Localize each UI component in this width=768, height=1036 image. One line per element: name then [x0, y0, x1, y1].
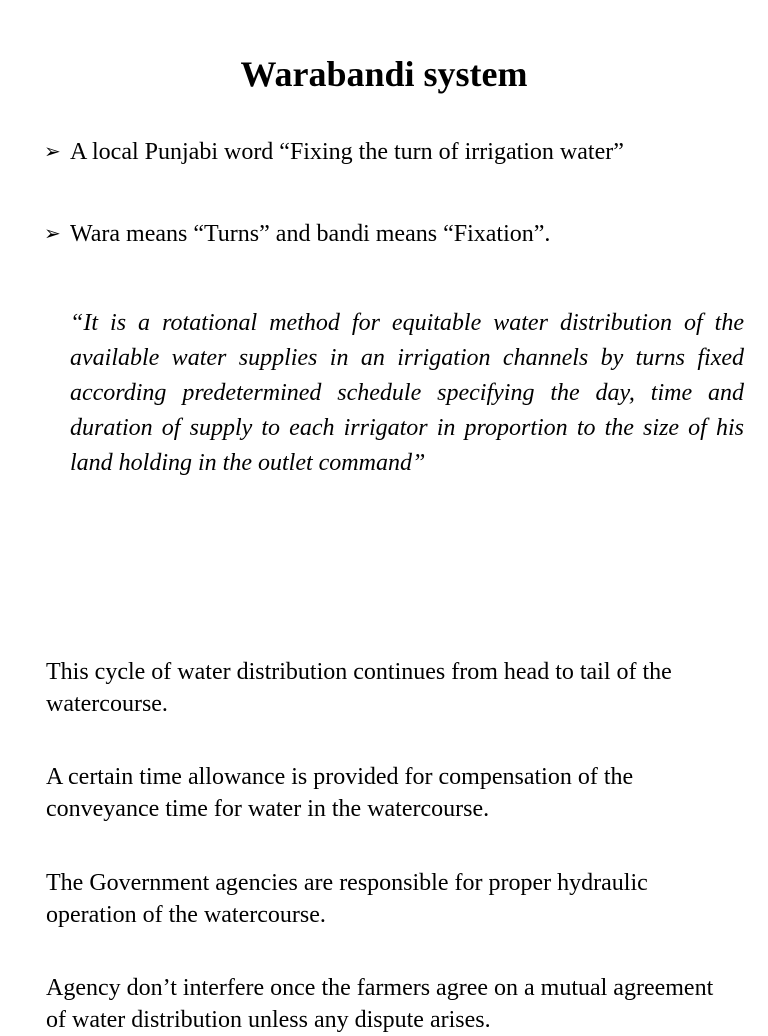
- arrow-bullet-icon: ➢: [44, 223, 61, 245]
- arrow-bullet-icon: ➢: [44, 141, 61, 163]
- page-title: Warabandi system: [240, 54, 528, 94]
- paragraph: Agency don’t interfere once the farmers agree on a mutual agreement of water distribution unless any dispute arises.: [46, 975, 714, 1033]
- definition-quote: “It is a rotational method for equitable water distribution of the available water supplies in an irrigation channels by turns fixed according predetermined schedule specifying the day, time and duration of supply to each irrigator in proportion to the size of his land holding in the outlet command”: [70, 310, 744, 476]
- bullet-text: Wara means “Turns” and bandi means “Fixation”.: [70, 221, 551, 247]
- bullet-item: [44, 137, 624, 167]
- paragraph: This cycle of water distribution continues from head to tail of the watercourse.: [46, 659, 672, 717]
- bullet-text: A local Punjabi word “Fixing the turn of irrigation water”: [70, 139, 624, 165]
- paragraph: The Government agencies are responsible for proper hydraulic operation of the watercourse.: [46, 870, 648, 928]
- paragraph: A certain time allowance is provided for compensation of the conveyance time for water in the watercourse.: [46, 764, 634, 822]
- bullet-item: [44, 219, 550, 249]
